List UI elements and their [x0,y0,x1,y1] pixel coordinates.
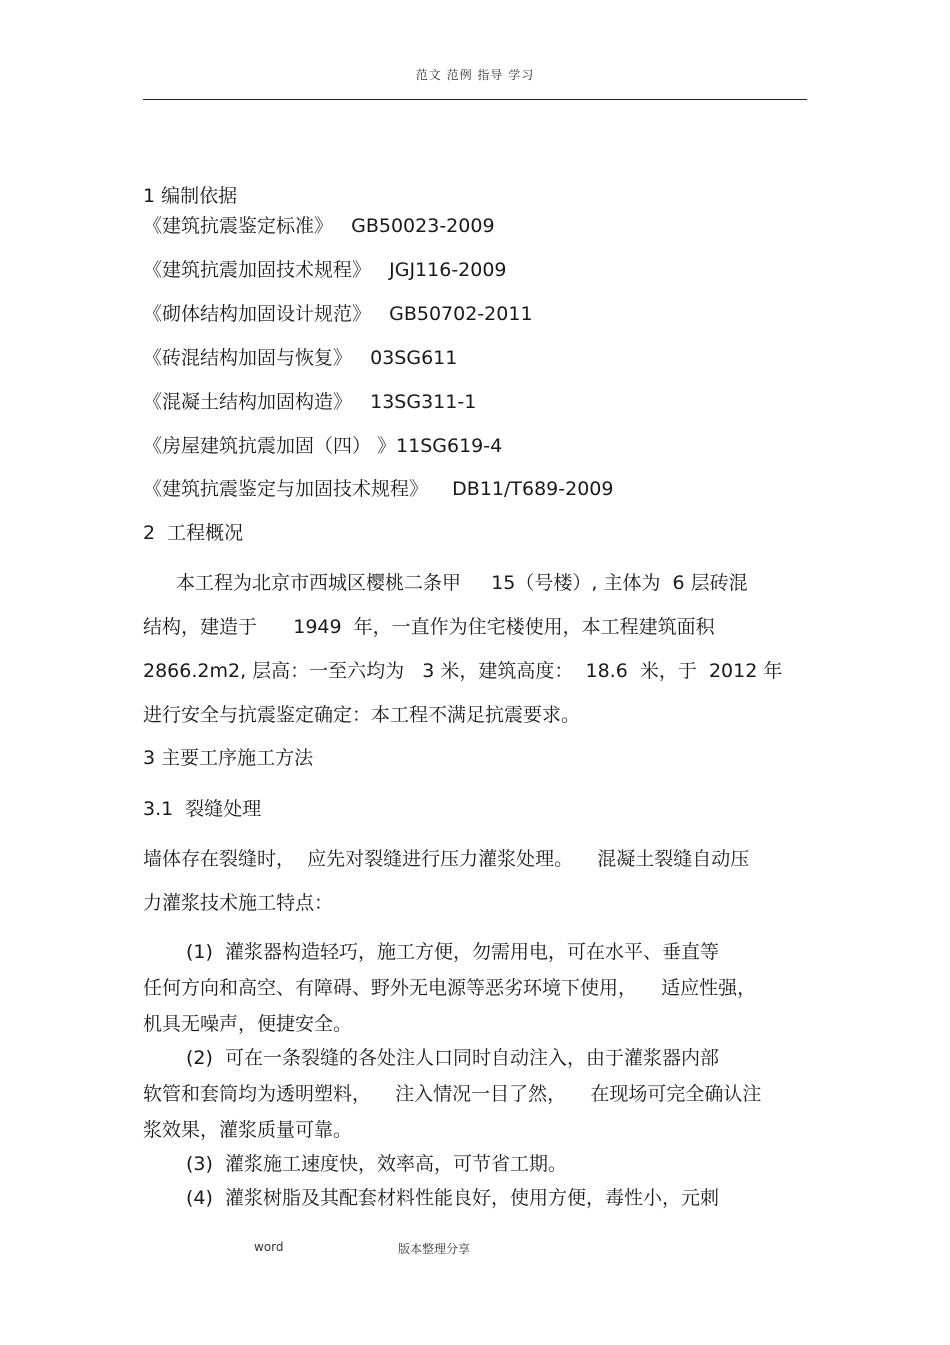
crack-intro-line: 力灌浆技术施工特点： [143,892,334,914]
overview-line: 2866.2m2, 层高：一至六均为 3 米，建筑高度： 18.6 米，于 2012 年 [143,660,783,682]
feature-line: 任何方向和高空、有障碍、野外无电源等恶劣环境下使用， 适应性强， [143,977,757,999]
feature-line: 机具无噪声，便捷安全。 [143,1013,353,1035]
reference-item: 《砌体结构加固设计规范》 GB50702-2011 [143,303,533,325]
overview-line: 结构，建造于 1949 年，一直作为住宅楼使用，本工程建筑面积 [143,616,715,638]
reference-item: 《建筑抗震鉴定标准》 GB50023-2009 [143,215,495,237]
overview-line: 本工程为北京市西城区樱桃二条甲 15（号楼）, 主体为 6 层砖混 [176,572,748,594]
feature-line: (4) 灌浆树脂及其配套材料性能良好，使用方便，毒性小，元刺 [186,1187,719,1209]
section-2-title: 2 工程概况 [143,522,244,544]
section-3-1-title: 3.1 裂缝处理 [143,798,262,820]
reference-item: 《砖混结构加固与恢复》 03SG611 [143,347,458,369]
footer-left: word [254,1240,284,1254]
footer-right: 版本整理分享 [398,1242,471,1256]
overview-line: 进行安全与抗震鉴定确定：本工程不满足抗震要求。 [143,704,581,726]
reference-item: 《混凝土结构加固构造》 13SG311-1 [143,391,477,413]
feature-line: (1) 灌浆器构造轻巧，施工方便，勿需用电，可在水平、垂直等 [186,941,719,963]
section-1-title: 1 编制依据 [143,185,238,207]
reference-item: 《房屋建筑抗震加固（四） 》11SG619-4 [143,435,503,457]
crack-intro-line: 墙体存在裂缝时， 应先对裂缝进行压力灌浆处理。 混凝土裂缝自动压 [143,848,750,870]
reference-item: 《建筑抗震加固技术规程》 JGJ116-2009 [143,259,507,281]
section-3-title: 3 主要工序施工方法 [143,747,314,769]
feature-line: (2) 可在一条裂缝的各处注人口同时自动注入，由于灌浆器内部 [186,1047,719,1069]
reference-item: 《建筑抗震鉴定与加固技术规程》 DB11/T689-2009 [143,478,614,500]
header-divider [143,99,807,100]
feature-line: 浆效果，灌浆质量可靠。 [143,1119,353,1141]
feature-line: (3) 灌浆施工速度快，效率高，可节省工期。 [186,1153,567,1175]
feature-line: 软管和套筒均为透明塑料， 注入情况一目了然， 在现场可完全确认注 [143,1083,762,1105]
page-header: 范文 范例 指导 学习 [415,68,535,82]
